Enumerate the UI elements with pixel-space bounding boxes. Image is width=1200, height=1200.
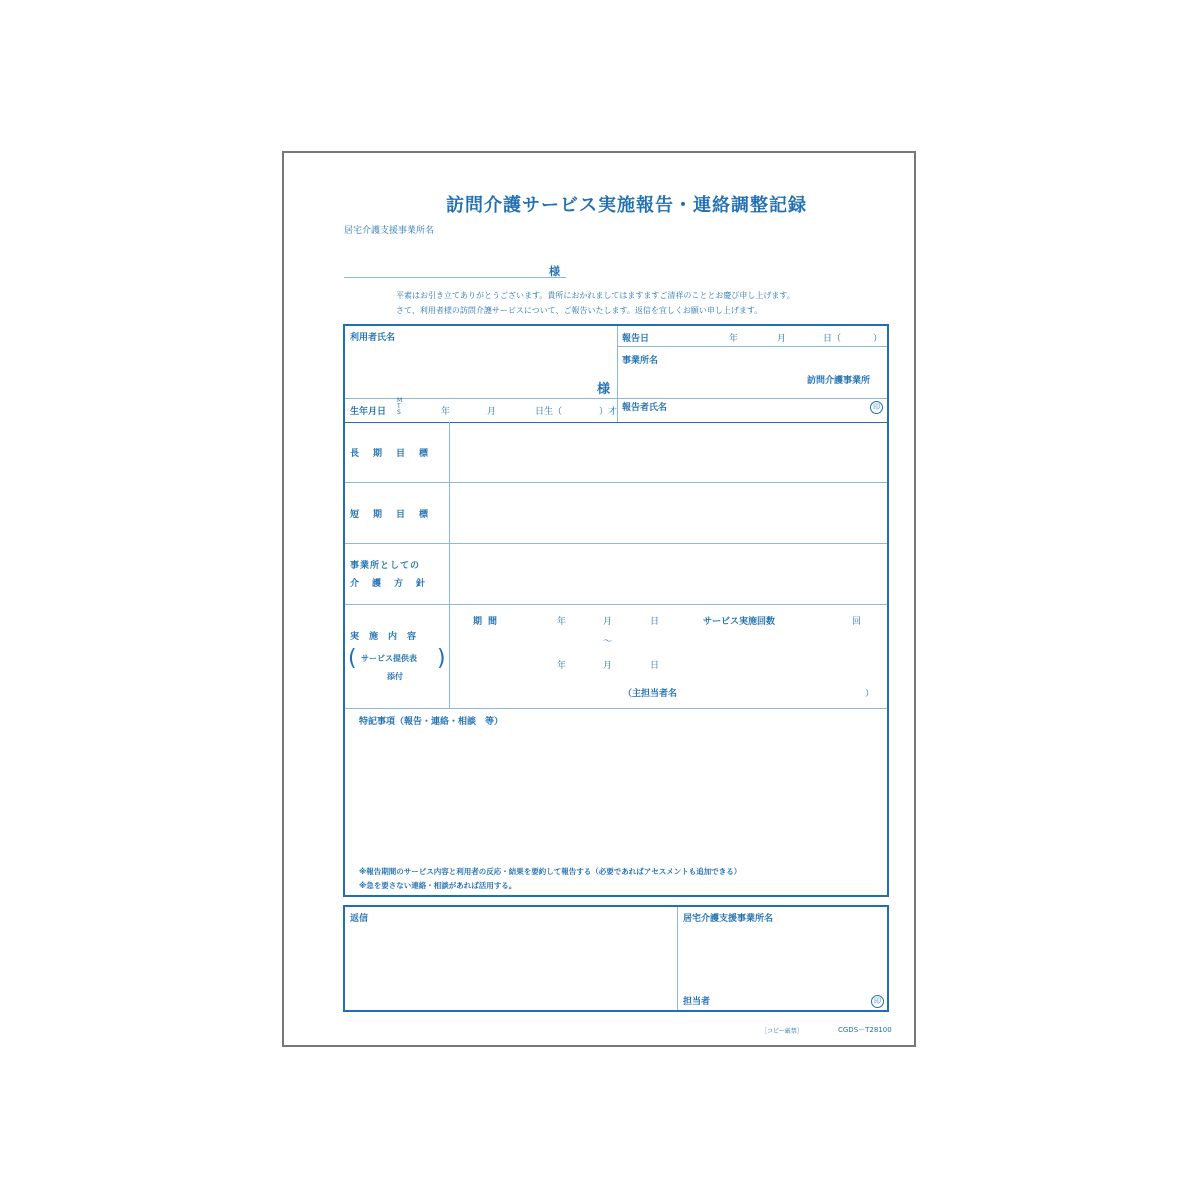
notes-hint-2: ※急を要さない連絡・相談があれば活用する。 [359, 881, 517, 890]
birth-day: 日生（ [535, 407, 563, 417]
greeting-line-1: 平素はお引き立てありがとうございます。貴所におかれましてはますますご清祥のこととお慶び申し上げます。 [396, 291, 795, 300]
policy-label-1: 事業所としての [350, 561, 421, 571]
report-month: 月 [777, 334, 787, 344]
divider-report-date [617, 346, 887, 347]
divider-content [345, 708, 887, 709]
report-date-label: 報告日 [622, 334, 650, 344]
reply-seal-icon: 印 [871, 995, 884, 1008]
service-count-unit: 回 [852, 617, 862, 627]
era-options: M T S [397, 397, 403, 416]
divider-top-vertical [617, 326, 618, 422]
addressee-line [344, 277, 566, 278]
reply-staff-label: 担当者 [683, 997, 711, 1007]
short-term-label: 短期目標 [350, 510, 443, 520]
user-sama: 様 [597, 382, 611, 397]
age-label: ）才 [599, 407, 618, 417]
period-end-year: 年 [557, 661, 567, 671]
period-day: 日 [650, 617, 660, 627]
addressee-sama: 様 [549, 265, 560, 278]
divider-policy [345, 604, 887, 605]
notes-label: 特記事項（報告・連絡・相談 等） [359, 717, 504, 727]
footer-code: CGDS－T28100 [838, 1026, 892, 1034]
period-month: 月 [603, 617, 613, 627]
content-sub-1: サービス提供表 [361, 654, 417, 663]
footer-copy: ［コピー厳禁］ [761, 1028, 803, 1035]
main-form-box [343, 324, 889, 897]
reply-office-label: 居宅介護支援事業所名 [683, 914, 774, 924]
period-end-day: 日 [650, 661, 660, 671]
reply-box [343, 905, 889, 1012]
long-term-label: 長期目標 [350, 449, 443, 459]
birth-month: 月 [487, 407, 497, 417]
person-label: （主担当者名 [623, 689, 678, 699]
reply-divider [677, 907, 678, 1010]
report-close: ） [873, 334, 883, 344]
service-count-label: サービス実施回数 [703, 617, 776, 627]
birth-year: 年 [441, 407, 451, 417]
report-year: 年 [729, 334, 739, 344]
person-close: ） [865, 689, 875, 699]
notes-hint-1: ※報告期間のサービス内容と利用者の反応・結果を要約して報告する（必要であればアセスメントも追加できる） [359, 867, 742, 876]
divider-office [617, 398, 887, 399]
birth-label: 生年月日 [350, 407, 387, 417]
office-label: 居宅介護支援事業所名 [344, 226, 435, 236]
content-label: 実施内容 [350, 632, 427, 642]
reporter-seal-icon: 印 [870, 401, 883, 414]
policy-label-2: 介護方針 [350, 579, 439, 589]
office-name-label: 事業所名 [622, 356, 659, 366]
reporter-label: 報告者氏名 [622, 403, 668, 413]
divider-top-section [345, 422, 887, 423]
period-tilde: ～ [603, 637, 613, 647]
period-end-month: 月 [603, 661, 613, 671]
period-year: 年 [557, 617, 567, 627]
office-suffix: 訪問介護事業所 [807, 376, 871, 386]
paren-close-icon: ) [437, 646, 446, 671]
divider-long-term [345, 482, 887, 483]
user-name-label: 利用者氏名 [350, 333, 396, 343]
paren-open-icon: ( [348, 646, 357, 671]
report-day: 日（ [823, 334, 842, 344]
period-label: 期間 [473, 617, 504, 627]
form-title: 訪問介護サービス実施報告・連絡調整記録 [446, 195, 807, 216]
greeting-line-2: さて、利用者様の訪問介護サービスについて、ご報告いたします。返信を宜しくお願い申し上げます。 [396, 306, 763, 315]
content-sub-2: 添付 [387, 672, 403, 681]
divider-short-term [345, 543, 887, 544]
divider-birth [345, 398, 617, 399]
reply-label: 返信 [350, 914, 369, 924]
divider-label-column [449, 422, 450, 708]
form-sheet [282, 151, 916, 1047]
